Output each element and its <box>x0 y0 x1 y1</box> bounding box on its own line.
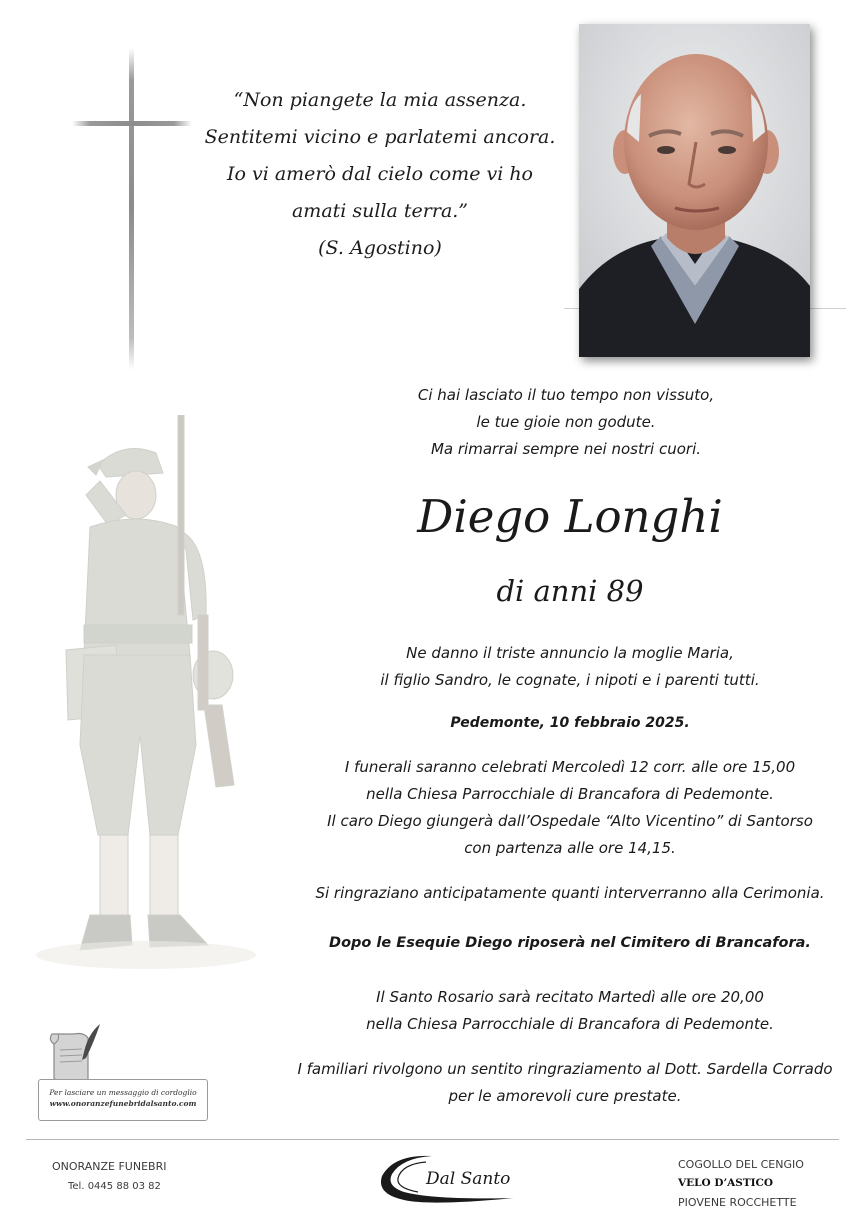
poem-block <box>360 382 772 463</box>
footer-divider <box>26 1139 839 1140</box>
logo-text: Dal Santo <box>426 1169 511 1189</box>
thanks-doctor-block <box>270 1056 860 1110</box>
footer-location: PIOVENE ROCCHETTE <box>678 1196 797 1209</box>
poem-line: le tue gioie non godute. <box>476 413 656 431</box>
funeral-block <box>280 754 860 862</box>
poem-line: Ma rimarrai sempre nei nostri cuori. <box>430 440 702 458</box>
poem-line: Ci hai lasciato il tuo tempo non vissuto, <box>417 386 715 404</box>
alpine-soldier-illustration <box>28 415 263 975</box>
announcement-line: Ne danno il triste annuncio la moglie Maria, <box>406 644 734 662</box>
dal-santo-logo <box>374 1150 524 1208</box>
condolence-website-link[interactable]: www.onoranzefunebridalsanto.com <box>49 1099 197 1108</box>
funeral-line: con partenza alle ore 14,15. <box>464 839 676 857</box>
funeral-line: I funerali saranno celebrati Mercoledì 12 corr. alle ore 15,00 <box>344 758 796 776</box>
condolence-link-box[interactable] <box>38 1079 208 1121</box>
rosary-block <box>300 984 840 1038</box>
quote-line: Sentitemi vicino e parlatemi ancora. <box>204 126 556 148</box>
quote-block <box>200 82 560 267</box>
announcement-block <box>330 640 810 694</box>
footer-locations <box>678 1155 804 1212</box>
thanks-attendees: Si ringraziano anticipatamente quanti interverranno alla Cerimonia. <box>315 884 825 902</box>
funeral-line: nella Chiesa Parrocchiale di Brancafora di Pedemonte. <box>366 785 774 803</box>
cross-vertical-bar <box>129 48 134 370</box>
rosary-line: Il Santo Rosario sarà recitato Martedì alle ore 20,00 <box>376 988 764 1006</box>
burial-notice: Dopo le Esequie Diego riposerà nel Cimitero di Brancafora. <box>329 935 811 951</box>
funeral-line: Il caro Diego giungerà dall’Ospedale “Alto Vicentino” di Santorso <box>327 812 813 830</box>
footer-location: COGOLLO DEL CENGIO <box>678 1158 804 1171</box>
portrait-photo <box>579 24 810 357</box>
thanks-doctor-line: per le amorevoli cure prestate. <box>448 1087 682 1105</box>
quote-line: “Non piangete la mia assenza. <box>233 89 527 111</box>
footer-phone: Tel. 0445 88 03 82 <box>68 1181 161 1192</box>
quote-author: (S. Agostino) <box>318 237 442 259</box>
thanks-doctor-line: I familiari rivolgono un sentito ringraziamento al Dott. Sardella Corrado <box>297 1060 833 1078</box>
deceased-age: di anni 89 <box>496 574 644 608</box>
place-date: Pedemonte, 10 febbraio 2025. <box>450 715 690 731</box>
quote-line: amati sulla terra.” <box>291 200 469 222</box>
deceased-name: Diego Longhi <box>417 490 723 543</box>
footer-location: VELO D’ASTICO <box>678 1177 774 1189</box>
quote-line: Io vi amerò dal cielo come vi ho <box>226 163 533 185</box>
cross-horizontal-bar <box>72 121 192 126</box>
footer-company-title: ONORANZE FUNEBRI <box>52 1160 167 1173</box>
announcement-line: il figlio Sandro, le cognate, i nipoti e i parenti tutti. <box>380 671 760 689</box>
condolence-text: Per lasciare un messaggio di cordoglio <box>49 1088 197 1097</box>
footer-company <box>52 1157 166 1197</box>
rosary-line: nella Chiesa Parrocchiale di Brancafora di Pedemonte. <box>366 1015 774 1033</box>
